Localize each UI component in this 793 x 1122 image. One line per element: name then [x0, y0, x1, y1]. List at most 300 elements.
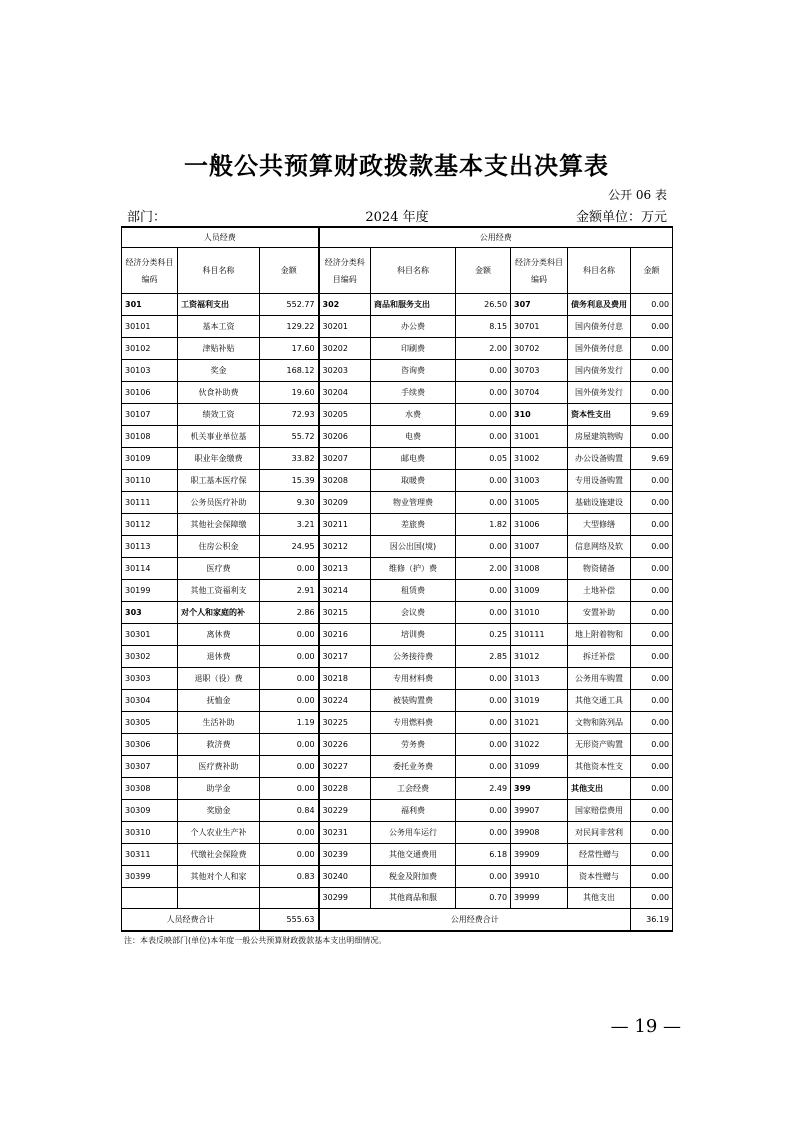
header-amount: 金额 — [456, 248, 511, 294]
amount-cell: 0.00 — [260, 646, 319, 668]
account-name: 被装购置费 — [371, 690, 456, 712]
account-code: 30704 — [511, 382, 568, 404]
account-name: 其他社会保障缴 — [178, 514, 260, 536]
account-code: 31005 — [511, 492, 568, 514]
account-name: 培训费 — [371, 624, 456, 646]
account-code: 301 — [122, 294, 178, 316]
account-code: 30309 — [122, 800, 178, 822]
amount-cell: 19.60 — [260, 382, 319, 404]
table-row — [122, 734, 673, 756]
account-name: 办公设备购置 — [568, 448, 631, 470]
amount-cell: 0.00 — [631, 800, 673, 822]
table-row — [122, 338, 673, 360]
account-name: 公务用车购置 — [568, 668, 631, 690]
amount-cell: 0.84 — [260, 800, 319, 822]
account-name: 物业管理费 — [371, 492, 456, 514]
account-code: 30224 — [319, 690, 371, 712]
table-row — [122, 580, 673, 602]
account-name: 奖励金 — [178, 800, 260, 822]
account-code: 30303 — [122, 668, 178, 690]
account-name: 福利费 — [371, 800, 456, 822]
amount-cell: 0.05 — [456, 448, 511, 470]
account-name: 邮电费 — [371, 448, 456, 470]
table-row — [122, 690, 673, 712]
account-name: 其他资本性支 — [568, 756, 631, 778]
header-code: 经济分类科目编码 — [122, 248, 178, 294]
account-name: 医疗费 — [178, 558, 260, 580]
account-code: 30111 — [122, 492, 178, 514]
table-row — [122, 800, 673, 822]
account-code: 399 — [511, 778, 568, 800]
amount-cell: 0.00 — [260, 756, 319, 778]
account-code: 302 — [319, 294, 371, 316]
account-name: 助学金 — [178, 778, 260, 800]
account-name: 资本性支出 — [568, 404, 631, 426]
table-row — [122, 756, 673, 778]
account-code: 31008 — [511, 558, 568, 580]
amount-cell: 2.85 — [456, 646, 511, 668]
table-note: 注：本表反映部门(单位)本年度一般公共预算财政拨款基本支出明细情况。 — [124, 936, 387, 945]
amount-cell: 552.77 — [260, 294, 319, 316]
account-code: 30301 — [122, 624, 178, 646]
account-name: 维修（护）费 — [371, 558, 456, 580]
amount-cell: 0.00 — [631, 470, 673, 492]
amount-cell: 0.00 — [631, 690, 673, 712]
account-code: 30701 — [511, 316, 568, 338]
amount-cell: 33.82 — [260, 448, 319, 470]
account-name: 安置补助 — [568, 602, 631, 624]
amount-cell: 17.60 — [260, 338, 319, 360]
account-code: 30217 — [319, 646, 371, 668]
amount-cell: 0.00 — [631, 338, 673, 360]
public-total-label: 公用经费合计 — [319, 909, 631, 932]
account-name: 公务用车运行 — [371, 822, 456, 844]
account-name: 职工基本医疗保 — [178, 470, 260, 492]
amount-cell: 0.00 — [631, 624, 673, 646]
table-row — [122, 844, 673, 866]
account-name: 退职（役）费 — [178, 668, 260, 690]
account-name: 经常性赠与 — [568, 844, 631, 866]
account-code: 30107 — [122, 404, 178, 426]
amount-cell: 0.00 — [631, 844, 673, 866]
amount-cell: 0.00 — [631, 778, 673, 800]
account-code: 30304 — [122, 690, 178, 712]
account-code: 39907 — [511, 800, 568, 822]
public-total-amount: 36.19 — [631, 909, 673, 932]
account-name: 其他支出 — [568, 778, 631, 800]
amount-cell: 0.00 — [631, 492, 673, 514]
amount-cell: 8.15 — [456, 316, 511, 338]
amount-cell: 2.91 — [260, 580, 319, 602]
account-code: 30306 — [122, 734, 178, 756]
header-name: 科目名称 — [568, 248, 631, 294]
table-row — [122, 822, 673, 844]
account-code: 30227 — [319, 756, 371, 778]
account-code: 31022 — [511, 734, 568, 756]
account-name: 手续费 — [371, 382, 456, 404]
account-name: 房屋建筑物购 — [568, 426, 631, 448]
amount-cell: 3.21 — [260, 514, 319, 536]
amount-cell: 1.19 — [260, 712, 319, 734]
account-name: 国外债务发行 — [568, 382, 631, 404]
account-code: 30229 — [319, 800, 371, 822]
table-row — [122, 426, 673, 448]
account-name: 印刷费 — [371, 338, 456, 360]
account-code: 30109 — [122, 448, 178, 470]
account-code: 30702 — [511, 338, 568, 360]
fiscal-year: 2024 年度 — [365, 210, 429, 225]
account-code: 30703 — [511, 360, 568, 382]
account-code: 30199 — [122, 580, 178, 602]
header-code: 经济分类科目编码 — [319, 248, 371, 294]
account-code: 31009 — [511, 580, 568, 602]
table-row — [122, 602, 673, 624]
table-number: 公开 06 表 — [608, 188, 667, 202]
account-code: 30307 — [122, 756, 178, 778]
table-row — [122, 778, 673, 800]
table-row — [122, 888, 673, 909]
account-name: 住房公积金 — [178, 536, 260, 558]
account-code: 30101 — [122, 316, 178, 338]
amount-cell: 0.00 — [456, 734, 511, 756]
account-name: 取暖费 — [371, 470, 456, 492]
account-name: 对民间非营利 — [568, 822, 631, 844]
column-header-row — [122, 248, 673, 294]
amount-cell: 0.00 — [631, 514, 673, 536]
amount-cell: 0.00 — [456, 800, 511, 822]
account-code: 30215 — [319, 602, 371, 624]
amount-cell: 55.72 — [260, 426, 319, 448]
account-code: 30201 — [319, 316, 371, 338]
account-code: 310 — [511, 404, 568, 426]
table-row — [122, 668, 673, 690]
header-name: 科目名称 — [371, 248, 456, 294]
table-row — [122, 514, 673, 536]
account-code: 303 — [122, 602, 178, 624]
account-code: 30308 — [122, 778, 178, 800]
account-name: 机关事业单位基 — [178, 426, 260, 448]
account-code: 30208 — [319, 470, 371, 492]
account-name: 国内债务付息 — [568, 316, 631, 338]
account-code: 30112 — [122, 514, 178, 536]
account-code: 30302 — [122, 646, 178, 668]
table-row — [122, 712, 673, 734]
account-name: 其他交通工具 — [568, 690, 631, 712]
account-code: 30226 — [319, 734, 371, 756]
account-code: 30311 — [122, 844, 178, 866]
header-amount: 金额 — [631, 248, 673, 294]
account-code: 31012 — [511, 646, 568, 668]
account-name: 绩效工资 — [178, 404, 260, 426]
account-name: 工会经费 — [371, 778, 456, 800]
account-name: 地上附着物和 — [568, 624, 631, 646]
account-name: 国家赔偿费用 — [568, 800, 631, 822]
account-name: 救济费 — [178, 734, 260, 756]
account-code: 30206 — [319, 426, 371, 448]
account-code: 30209 — [319, 492, 371, 514]
amount-cell: 168.12 — [260, 360, 319, 382]
account-name: 基本工资 — [178, 316, 260, 338]
table-row — [122, 382, 673, 404]
account-name: 办公费 — [371, 316, 456, 338]
account-code: 30231 — [319, 822, 371, 844]
account-code: 30114 — [122, 558, 178, 580]
account-code: 30216 — [319, 624, 371, 646]
account-name: 委托业务费 — [371, 756, 456, 778]
table-row — [122, 470, 673, 492]
account-code: 30202 — [319, 338, 371, 360]
amount-cell: 0.00 — [456, 426, 511, 448]
personnel-total-label: 人员经费合计 — [122, 909, 260, 932]
account-code: 31001 — [511, 426, 568, 448]
account-code: 31021 — [511, 712, 568, 734]
account-name: 离休费 — [178, 624, 260, 646]
account-name: 商品和服务支出 — [371, 294, 456, 316]
account-code: 30310 — [122, 822, 178, 844]
table-row — [122, 536, 673, 558]
account-name: 土地补偿 — [568, 580, 631, 602]
amount-cell: 0.00 — [631, 888, 673, 909]
account-code: 39910 — [511, 866, 568, 888]
department-label: 部门： — [127, 210, 167, 225]
account-name: 电费 — [371, 426, 456, 448]
table-row — [122, 316, 673, 338]
account-name: 伙食补助费 — [178, 382, 260, 404]
amount-cell: 0.00 — [260, 844, 319, 866]
amount-cell — [260, 888, 319, 909]
amount-unit: 金额单位：万元 — [575, 210, 667, 225]
account-name: 国内债务发行 — [568, 360, 631, 382]
amount-cell: 0.83 — [260, 866, 319, 888]
amount-cell: 0.00 — [631, 316, 673, 338]
account-name: 职业年金缴费 — [178, 448, 260, 470]
account-code: 307 — [511, 294, 568, 316]
header-amount: 金额 — [260, 248, 319, 294]
amount-cell: 0.00 — [631, 294, 673, 316]
table-row — [122, 294, 673, 316]
account-code: 39908 — [511, 822, 568, 844]
account-name: 债务利息及费用 — [568, 294, 631, 316]
account-code: 31003 — [511, 470, 568, 492]
account-code: 310111 — [511, 624, 568, 646]
account-name: 文物和陈列品 — [568, 712, 631, 734]
account-code: 30240 — [319, 866, 371, 888]
account-name: 代缴社会保险费 — [178, 844, 260, 866]
table-row — [122, 448, 673, 470]
account-code: 30103 — [122, 360, 178, 382]
account-code: 30110 — [122, 470, 178, 492]
account-code: 31006 — [511, 514, 568, 536]
account-name: 工资福利支出 — [178, 294, 260, 316]
account-code: 30239 — [319, 844, 371, 866]
table-row — [122, 360, 673, 382]
account-code: 30113 — [122, 536, 178, 558]
totals-row — [122, 909, 673, 932]
account-code: 30204 — [319, 382, 371, 404]
amount-cell: 0.00 — [631, 536, 673, 558]
amount-cell: 72.93 — [260, 404, 319, 426]
account-code: 39999 — [511, 888, 568, 909]
amount-cell: 0.00 — [631, 558, 673, 580]
amount-cell: 0.00 — [631, 646, 673, 668]
personnel-total-amount: 555.63 — [260, 909, 319, 932]
account-name — [178, 888, 260, 909]
account-name: 信息网络及软 — [568, 536, 631, 558]
account-code: 30213 — [319, 558, 371, 580]
account-name: 水费 — [371, 404, 456, 426]
amount-cell: 9.30 — [260, 492, 319, 514]
account-name: 奖金 — [178, 360, 260, 382]
account-code: 30203 — [319, 360, 371, 382]
amount-cell: 26.50 — [456, 294, 511, 316]
amount-cell: 0.00 — [260, 624, 319, 646]
account-name: 其他支出 — [568, 888, 631, 909]
amount-cell: 0.00 — [456, 470, 511, 492]
table-row — [122, 404, 673, 426]
account-code: 30299 — [319, 888, 371, 909]
amount-cell: 0.00 — [456, 866, 511, 888]
amount-cell: 9.69 — [631, 404, 673, 426]
account-name: 其他交通费用 — [371, 844, 456, 866]
account-code: 30225 — [319, 712, 371, 734]
amount-cell: 24.95 — [260, 536, 319, 558]
amount-cell: 0.00 — [456, 822, 511, 844]
account-name: 个人农业生产补 — [178, 822, 260, 844]
amount-cell: 0.00 — [631, 734, 673, 756]
amount-cell: 0.00 — [260, 778, 319, 800]
account-code: 30228 — [319, 778, 371, 800]
amount-cell: 0.00 — [456, 360, 511, 382]
amount-cell: 0.00 — [260, 668, 319, 690]
amount-cell: 0.00 — [456, 404, 511, 426]
amount-cell: 0.00 — [631, 668, 673, 690]
group-public: 公用经费 — [319, 227, 673, 248]
amount-cell: 0.00 — [260, 822, 319, 844]
account-name: 其他工资福利支 — [178, 580, 260, 602]
account-name: 资本性赠与 — [568, 866, 631, 888]
table-row — [122, 866, 673, 888]
account-code: 30218 — [319, 668, 371, 690]
amount-cell: 0.00 — [631, 602, 673, 624]
account-name: 物资储备 — [568, 558, 631, 580]
account-name: 税金及附加费 — [371, 866, 456, 888]
account-name: 其他对个人和家 — [178, 866, 260, 888]
table-meta-row — [127, 206, 667, 224]
amount-cell: 2.00 — [456, 338, 511, 360]
account-code: 30305 — [122, 712, 178, 734]
account-name: 公务员医疗补助 — [178, 492, 260, 514]
amount-cell: 2.49 — [456, 778, 511, 800]
amount-cell: 0.00 — [260, 558, 319, 580]
account-code: 30214 — [319, 580, 371, 602]
page-title: 一般公共预算财政拨款基本支出决算表 — [184, 151, 609, 180]
account-code — [122, 888, 178, 909]
amount-cell: 0.00 — [631, 866, 673, 888]
account-name: 基础设施建设 — [568, 492, 631, 514]
account-name: 国外债务付息 — [568, 338, 631, 360]
account-name: 拆迁补偿 — [568, 646, 631, 668]
amount-cell: 2.86 — [260, 602, 319, 624]
account-code: 30205 — [319, 404, 371, 426]
amount-cell: 0.00 — [456, 690, 511, 712]
amount-cell: 0.00 — [631, 382, 673, 404]
account-name: 大型修缮 — [568, 514, 631, 536]
account-name: 对个人和家庭的补 — [178, 602, 260, 624]
account-name: 无形资产购置 — [568, 734, 631, 756]
account-code: 30106 — [122, 382, 178, 404]
account-name: 劳务费 — [371, 734, 456, 756]
account-code: 30207 — [319, 448, 371, 470]
account-name: 津贴补贴 — [178, 338, 260, 360]
account-code: 31099 — [511, 756, 568, 778]
amount-cell: 0.00 — [456, 492, 511, 514]
header-name: 科目名称 — [178, 248, 260, 294]
account-code: 30102 — [122, 338, 178, 360]
amount-cell: 0.00 — [456, 536, 511, 558]
amount-cell: 2.00 — [456, 558, 511, 580]
account-code: 31010 — [511, 602, 568, 624]
amount-cell: 0.70 — [456, 888, 511, 909]
group-header-row — [122, 227, 673, 248]
account-code: 31019 — [511, 690, 568, 712]
amount-cell: 0.00 — [456, 382, 511, 404]
amount-cell: 0.00 — [456, 668, 511, 690]
table-row — [122, 646, 673, 668]
account-name: 因公出国(境) — [371, 536, 456, 558]
amount-cell: 9.69 — [631, 448, 673, 470]
account-code: 31007 — [511, 536, 568, 558]
table-row — [122, 492, 673, 514]
account-code: 39909 — [511, 844, 568, 866]
amount-cell: 0.00 — [631, 756, 673, 778]
amount-cell: 0.00 — [631, 712, 673, 734]
amount-cell: 0.25 — [456, 624, 511, 646]
amount-cell: 0.00 — [631, 426, 673, 448]
amount-cell: 0.00 — [260, 690, 319, 712]
table-row — [122, 624, 673, 646]
amount-cell: 1.82 — [456, 514, 511, 536]
account-name: 会议费 — [371, 602, 456, 624]
account-code: 31002 — [511, 448, 568, 470]
amount-cell: 0.00 — [631, 822, 673, 844]
amount-cell: 0.00 — [456, 580, 511, 602]
account-name: 专用设备购置 — [568, 470, 631, 492]
account-code: 30212 — [319, 536, 371, 558]
account-name: 退休费 — [178, 646, 260, 668]
amount-cell: 0.00 — [456, 712, 511, 734]
amount-cell: 0.00 — [631, 360, 673, 382]
account-name: 医疗费补助 — [178, 756, 260, 778]
account-code: 30211 — [319, 514, 371, 536]
account-code: 31013 — [511, 668, 568, 690]
account-name: 其他商品和服 — [371, 888, 456, 909]
account-name: 差旅费 — [371, 514, 456, 536]
amount-cell: 0.00 — [456, 756, 511, 778]
account-name: 专用材料费 — [371, 668, 456, 690]
account-name: 公务接待费 — [371, 646, 456, 668]
account-name: 抚恤金 — [178, 690, 260, 712]
amount-cell: 0.00 — [631, 580, 673, 602]
account-name: 租赁费 — [371, 580, 456, 602]
account-code: 30108 — [122, 426, 178, 448]
account-name: 专用燃料费 — [371, 712, 456, 734]
group-personnel: 人员经费 — [122, 227, 319, 248]
header-code: 经济分类科目编码 — [511, 248, 568, 294]
table-row — [122, 558, 673, 580]
amount-cell: 0.00 — [456, 602, 511, 624]
expenditure-table — [121, 226, 673, 932]
amount-cell: 15.39 — [260, 470, 319, 492]
